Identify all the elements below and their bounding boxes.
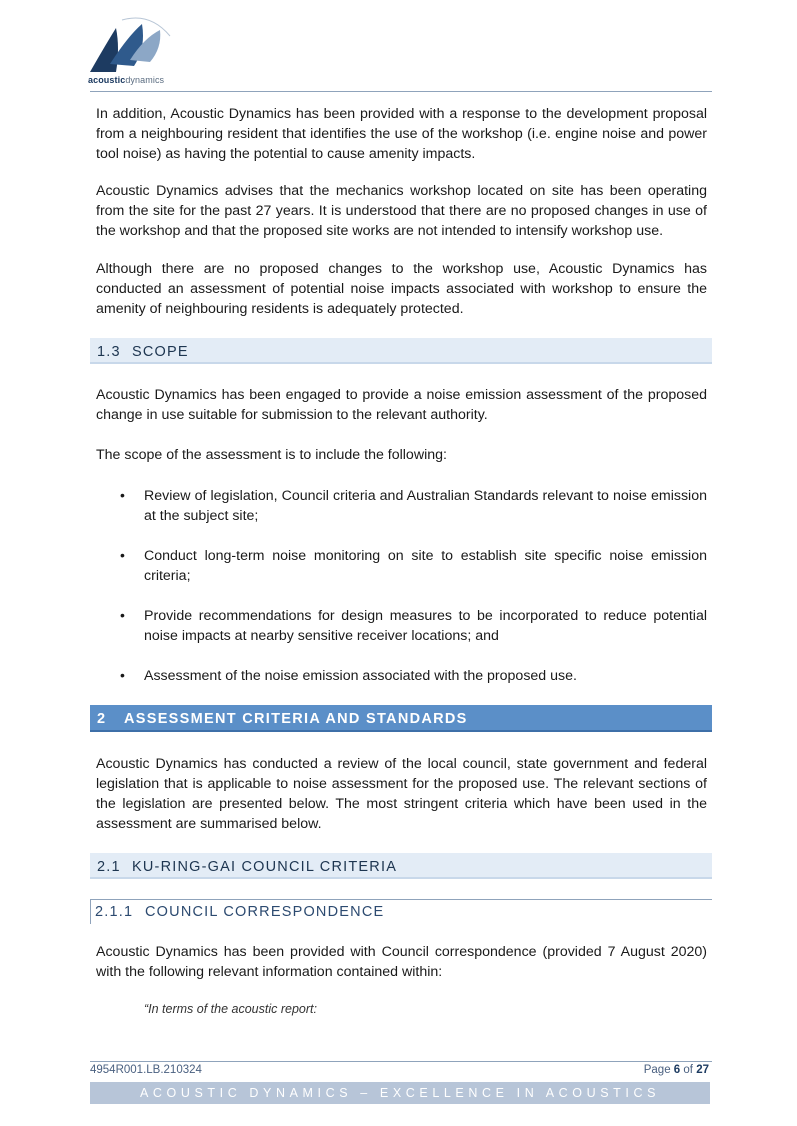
document-reference: 4954R001.LB.210324 [90, 1064, 202, 1076]
footer-tagline: ACOUSTIC DYNAMICS – EXCELLENCE IN ACOUSTICS [90, 1082, 710, 1104]
heading-2-assessment-criteria: 2 ASSESSMENT CRITERIA AND STANDARDS [90, 705, 712, 732]
paragraph-legislation-review: Acoustic Dynamics has conducted a review of the local council, state government and federal legislation that is applicable to noise assessment for the proposed use. The relevant sections of the legislation are presented below. The most stringent criteria which have been used in the assessment are summarised below. [96, 756, 707, 832]
scope-bullet-assessment: Assessment of the noise emission associated with the proposed use. [144, 668, 577, 684]
page-number: Page 6 of 27 [643, 1064, 709, 1076]
paragraph-scope-intro: The scope of the assessment is to include the following: [96, 447, 447, 463]
scope-bullet-recommendations: Provide recommendations for design measures to be incorporated to reduce potential noise impacts at nearby sensitive receiver locations; and [144, 608, 707, 644]
footer-rule [90, 1061, 712, 1062]
paragraph-council-correspondence: Acoustic Dynamics has been provided with Council correspondence (provided 7 August 2020) with the following relevant information contained within: [96, 944, 707, 980]
paragraph-workshop-history: Acoustic Dynamics advises that the mechanics workshop located on site has been operating from the site for the past 27 years. It is understood that there are no proposed changes in use of the workshop and that the proposed site works are not intended to intensify workshop use. [96, 183, 707, 239]
scope-bullet-monitoring: Conduct long-term noise monitoring on site to establish site specific noise emission criteria; [144, 548, 707, 584]
paragraph-neighbour-response: In addition, Acoustic Dynamics has been provided with a response to the development proposal from a neighbouring resident that identifies the use of the workshop (i.e. engine noise and power tool noise) as having the potential to cause amenity impacts. [96, 106, 707, 162]
heading-2-1-council-criteria: 2.1 KU-RING-GAI COUNCIL CRITERIA [90, 853, 712, 879]
logo-wordmark: acousticdynamics [88, 75, 165, 85]
bullet-dot: • [120, 487, 125, 503]
quote-acoustic-report: “In terms of the acoustic report: [144, 1002, 317, 1016]
paragraph-scope-engagement: Acoustic Dynamics has been engaged to provide a noise emission assessment of the proposed change in use suitable for submission to the relevant authority. [96, 387, 707, 423]
heading-2-1-1-council-correspondence: 2.1.1 COUNCIL CORRESPONDENCE [90, 899, 712, 924]
bullet-dot: • [120, 607, 125, 623]
bullet-dot: • [120, 547, 125, 563]
paragraph-assessment-conducted: Although there are no proposed changes to the workshop use, Acoustic Dynamics has conducted an assessment of potential noise impacts associated with workshop to ensure the amenity of neighbouring residents is adequately protected. [96, 261, 707, 317]
scope-bullet-review: Review of legislation, Council criteria and Australian Standards relevant to noise emission at the subject site; [144, 488, 707, 524]
bullet-dot: • [120, 667, 125, 683]
heading-1-3-scope: 1.3 SCOPE [90, 338, 712, 364]
header-rule [90, 91, 712, 92]
